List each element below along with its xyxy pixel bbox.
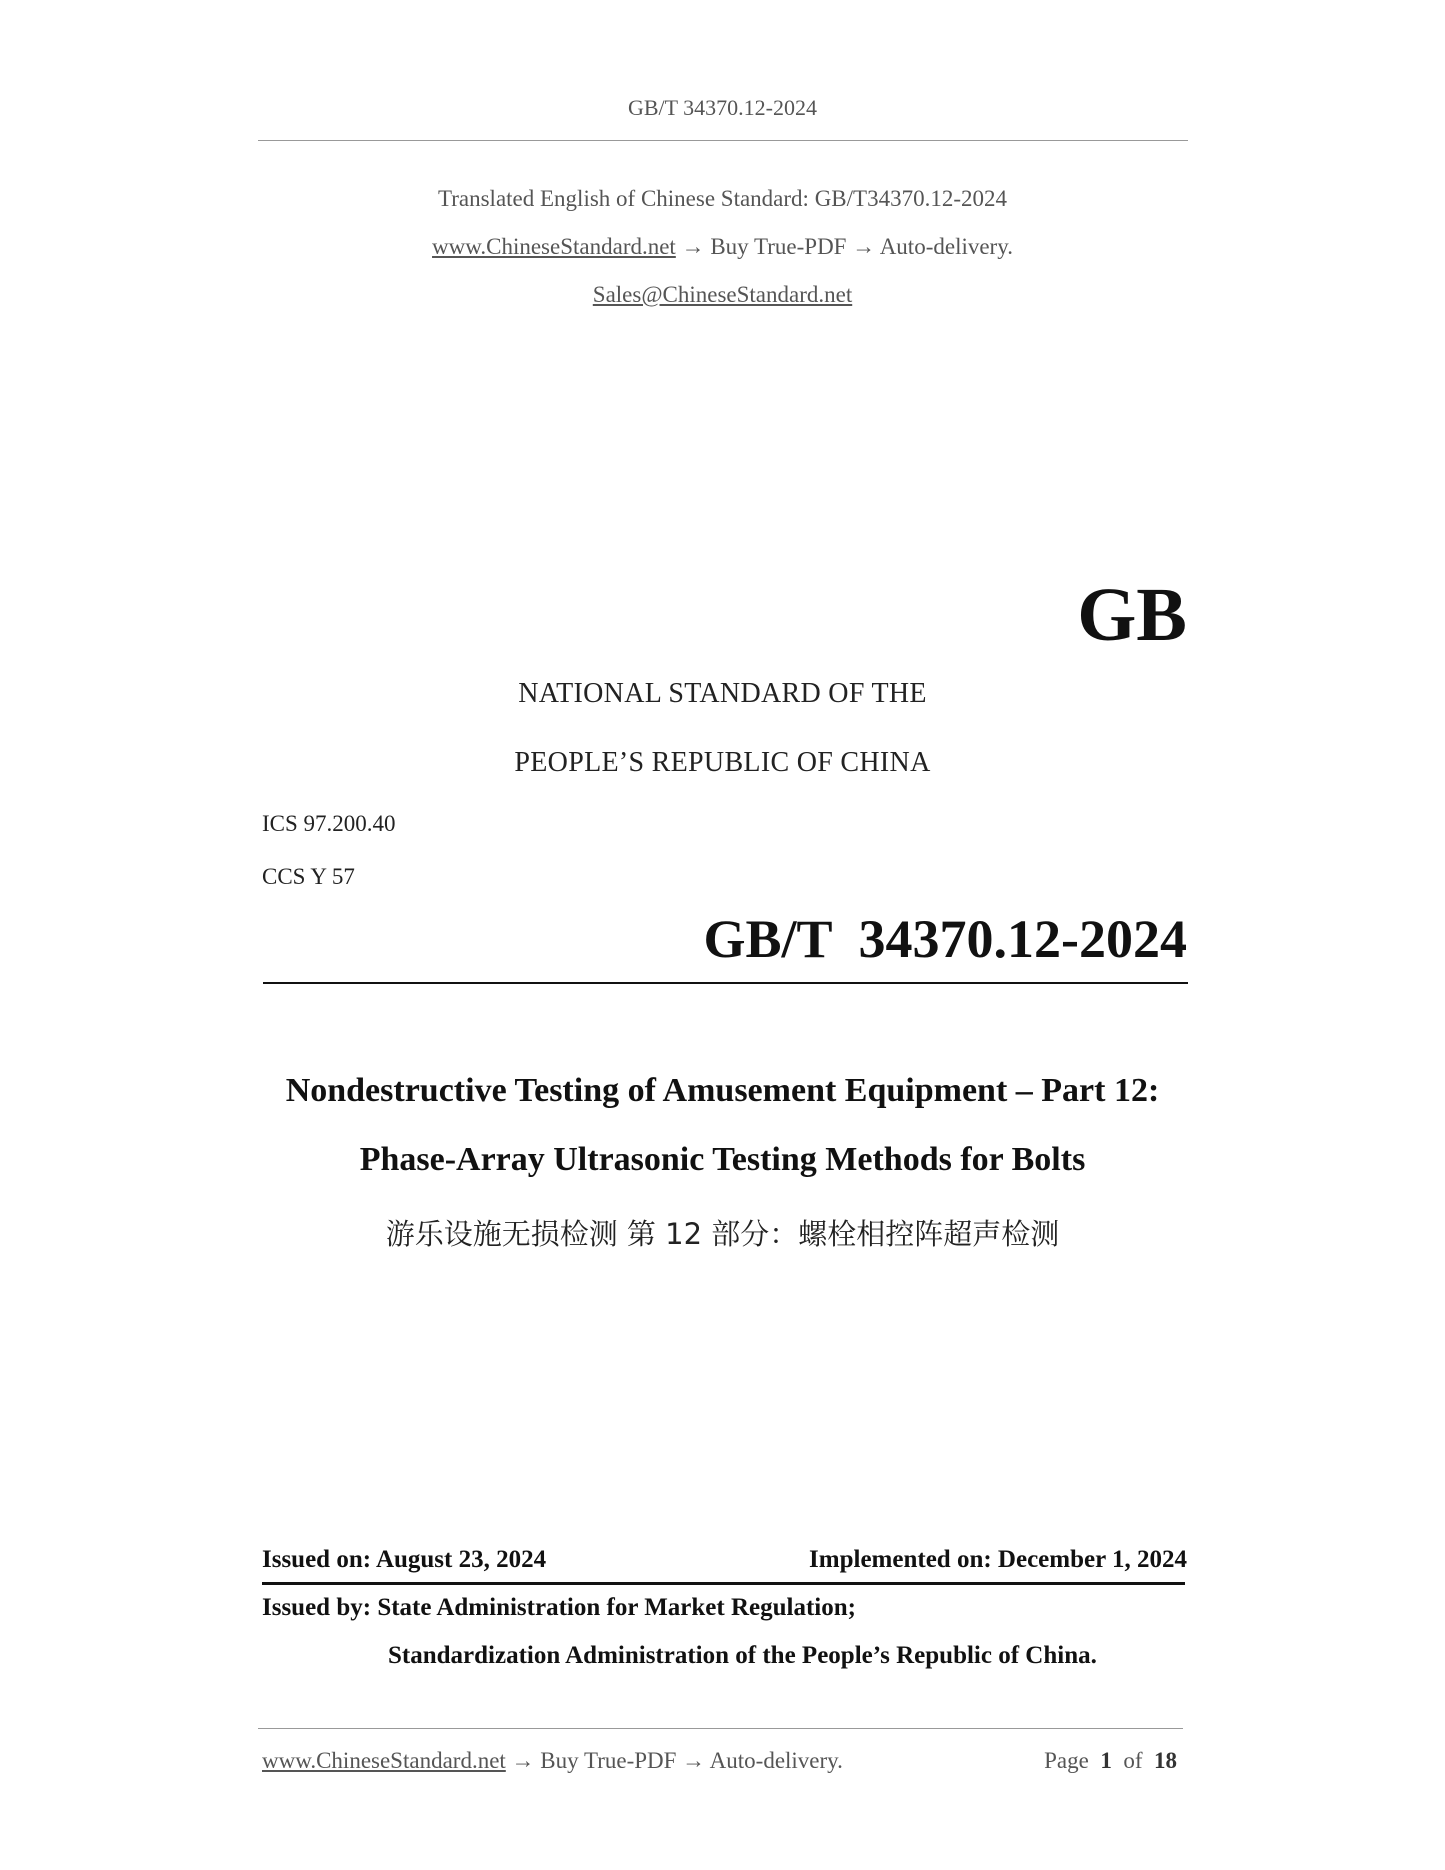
- email-line: [0, 282, 1445, 308]
- issued-on: Issued on: August 23, 2024: [262, 1546, 547, 1573]
- site-link[interactable]: www.ChineseStandard.net: [432, 234, 676, 259]
- ccs-code: CCS Y 57: [262, 864, 355, 889]
- page-current: 1: [1100, 1748, 1112, 1773]
- page-of: of: [1123, 1748, 1143, 1773]
- page-total: 18: [1154, 1748, 1177, 1773]
- standard-number: GB/T 34370.12-2024: [703, 909, 1187, 969]
- implemented-on: Implemented on: December 1, 2024: [809, 1546, 1187, 1573]
- footer-site-link[interactable]: www.ChineseStandard.net: [262, 1748, 506, 1773]
- issue-rule: [262, 1582, 1185, 1585]
- header-rule: [258, 140, 1188, 141]
- page-indicator: [1044, 1748, 1177, 1774]
- page-label: Page: [1044, 1748, 1089, 1773]
- promo-rest: → Buy True-PDF → Auto-delivery.: [675, 234, 1013, 259]
- ics-code: ICS 97.200.40: [262, 811, 396, 836]
- national-standard-line1: NATIONAL STANDARD OF THE: [518, 678, 927, 709]
- title-cn: 游乐设施无损检测 第 12 部分：螺栓相控阵超声检测: [385, 1217, 1060, 1251]
- email-link[interactable]: Sales@ChineseStandard.net: [592, 282, 853, 307]
- footer-rule: [258, 1728, 1183, 1729]
- issued-by-line1: Issued by: State Administration for Market Regulation;: [262, 1594, 856, 1621]
- standard-number-rule: [263, 982, 1188, 984]
- header-doc-number: GB/T 34370.12-2024: [627, 95, 818, 120]
- gb-mark: GB: [1077, 573, 1187, 657]
- footer-promo-rest: → Buy True-PDF → Auto-delivery.: [505, 1748, 843, 1773]
- footer-promo: [262, 1748, 843, 1774]
- title-en-line1: Nondestructive Testing of Amusement Equipment – Part 12:: [285, 1072, 1160, 1109]
- translated-line: Translated English of Chinese Standard: GB/T34370.12-2024: [438, 186, 1007, 211]
- issued-by-line2: Standardization Administration of the People’s Republic of China.: [388, 1642, 1097, 1669]
- national-standard-line2: PEOPLE’S REPUBLIC OF CHINA: [514, 747, 931, 778]
- title-en-line2: Phase-Array Ultrasonic Testing Methods for Bolts: [359, 1141, 1086, 1178]
- promo-line: [0, 234, 1445, 260]
